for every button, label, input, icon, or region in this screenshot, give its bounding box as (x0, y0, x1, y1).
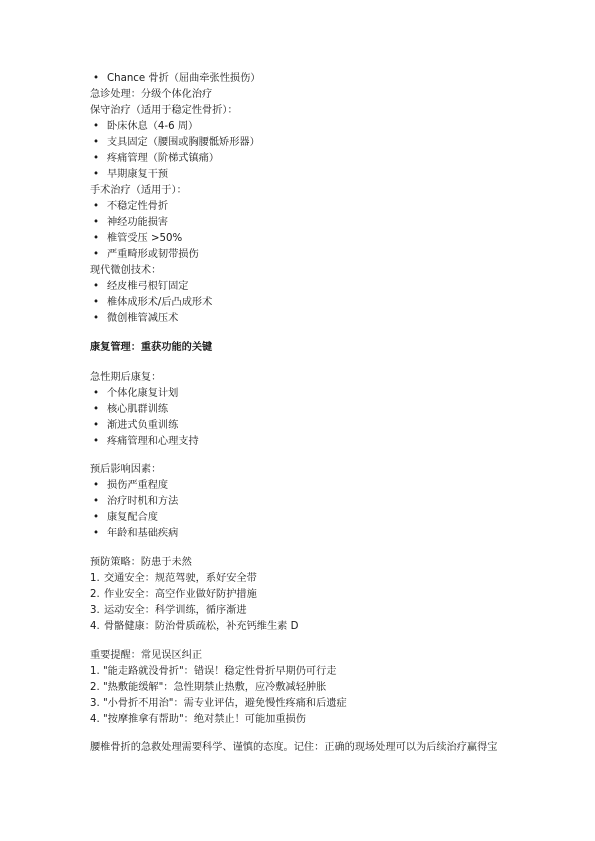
subsection-heading: 手术治疗（适用于）： (90, 185, 187, 196)
bullet-icon: • (93, 496, 100, 507)
list-item: • 神经功能损害 (93, 217, 169, 228)
bullet-icon: • (93, 137, 100, 148)
bullet-icon: • (93, 169, 100, 180)
list-item: • 治疗时机和方法 (93, 496, 179, 507)
bullet-icon: • (93, 404, 100, 415)
list-item: • 疼痛管理（阶梯式镇痛） (93, 153, 220, 164)
list-item: • 年龄和基础疾病 (93, 528, 179, 539)
bullet-icon: • (93, 217, 100, 228)
bullet-icon: • (93, 512, 100, 523)
list-item: • 核心肌群训练 (93, 404, 169, 415)
list-item: • Chance 骨折（屈曲牵张性损伤） (93, 73, 261, 84)
bullet-icon: • (93, 297, 100, 308)
list-item: • 卧床休息（4-6 周） (93, 121, 199, 132)
bullet-icon: • (93, 249, 100, 260)
list-item: • 不稳定性骨折 (93, 201, 169, 212)
subsection-heading: 重要提醒：常见误区纠正 (90, 650, 203, 661)
list-item: • 椎体成形术/后凸成形术 (93, 297, 213, 308)
list-item: 4. "按摩推拿有帮助"：绝对禁止！可能加重损伤 (90, 714, 306, 725)
section-heading: 康复管理：重获功能的关键 (90, 342, 213, 353)
bullet-icon: • (93, 528, 100, 539)
bullet-icon: • (93, 121, 100, 132)
list-item: • 渐进式负重训练 (93, 420, 179, 431)
list-item: • 损伤严重程度 (93, 480, 169, 491)
bullet-icon: • (93, 480, 100, 491)
list-item: • 早期康复干预 (93, 169, 169, 180)
list-item: • 椎管受压 >50% (93, 233, 183, 244)
section-heading: 急诊处理：分级个体化治疗 (90, 89, 213, 100)
bullet-icon: • (93, 436, 100, 447)
list-item: 3. "小骨折不用治"：需专业评估，避免慢性疼痛和后遗症 (90, 698, 347, 709)
subsection-heading: 预防策略：防患于未然 (90, 557, 192, 568)
bullet-icon: • (93, 388, 100, 399)
list-item: • 支具固定（腰围或胸腰骶矫形器） (93, 137, 260, 148)
subsection-heading: 急性期后康复： (90, 372, 162, 383)
list-item: 4. 骨骼健康：防治骨质疏松，补充钙维生素 D (90, 621, 299, 632)
list-item: • 康复配合度 (93, 512, 158, 523)
subsection-heading: 预后影响因素： (90, 464, 162, 475)
list-item: • 疼痛管理和心理支持 (93, 436, 199, 447)
bullet-icon: • (93, 73, 100, 84)
list-item: • 个体化康复计划 (93, 388, 179, 399)
bullet-icon: • (93, 420, 100, 431)
list-item: 1. "能走路就没骨折"：错误！稳定性骨折早期仍可行走 (90, 666, 337, 677)
bullet-icon: • (93, 153, 100, 164)
bullet-icon: • (93, 201, 100, 212)
list-item: 2. "热敷能缓解"：急性期禁止热敷，应冷敷减轻肿胀 (90, 682, 327, 693)
list-item: • 微创椎管减压术 (93, 313, 179, 324)
list-item: 3. 运动安全：科学训练，循序渐进 (90, 605, 247, 616)
list-item: 2. 作业安全：高空作业做好防护措施 (90, 589, 257, 600)
bullet-icon: • (93, 313, 100, 324)
bullet-icon: • (93, 281, 100, 292)
list-item: • 严重畸形或韧带损伤 (93, 249, 199, 260)
paragraph: 腰椎骨折的急救处理需要科学、谨慎的态度。记住：正确的现场处理可以为后续治疗赢得宝 (90, 742, 498, 753)
bullet-icon: • (93, 233, 100, 244)
list-item: 1. 交通安全：规范驾驶，系好安全带 (90, 573, 257, 584)
subsection-heading: 现代微创技术： (90, 265, 162, 276)
list-item: • 经皮椎弓根钉固定 (93, 281, 189, 292)
subsection-heading: 保守治疗（适用于稳定性骨折）： (90, 105, 238, 116)
